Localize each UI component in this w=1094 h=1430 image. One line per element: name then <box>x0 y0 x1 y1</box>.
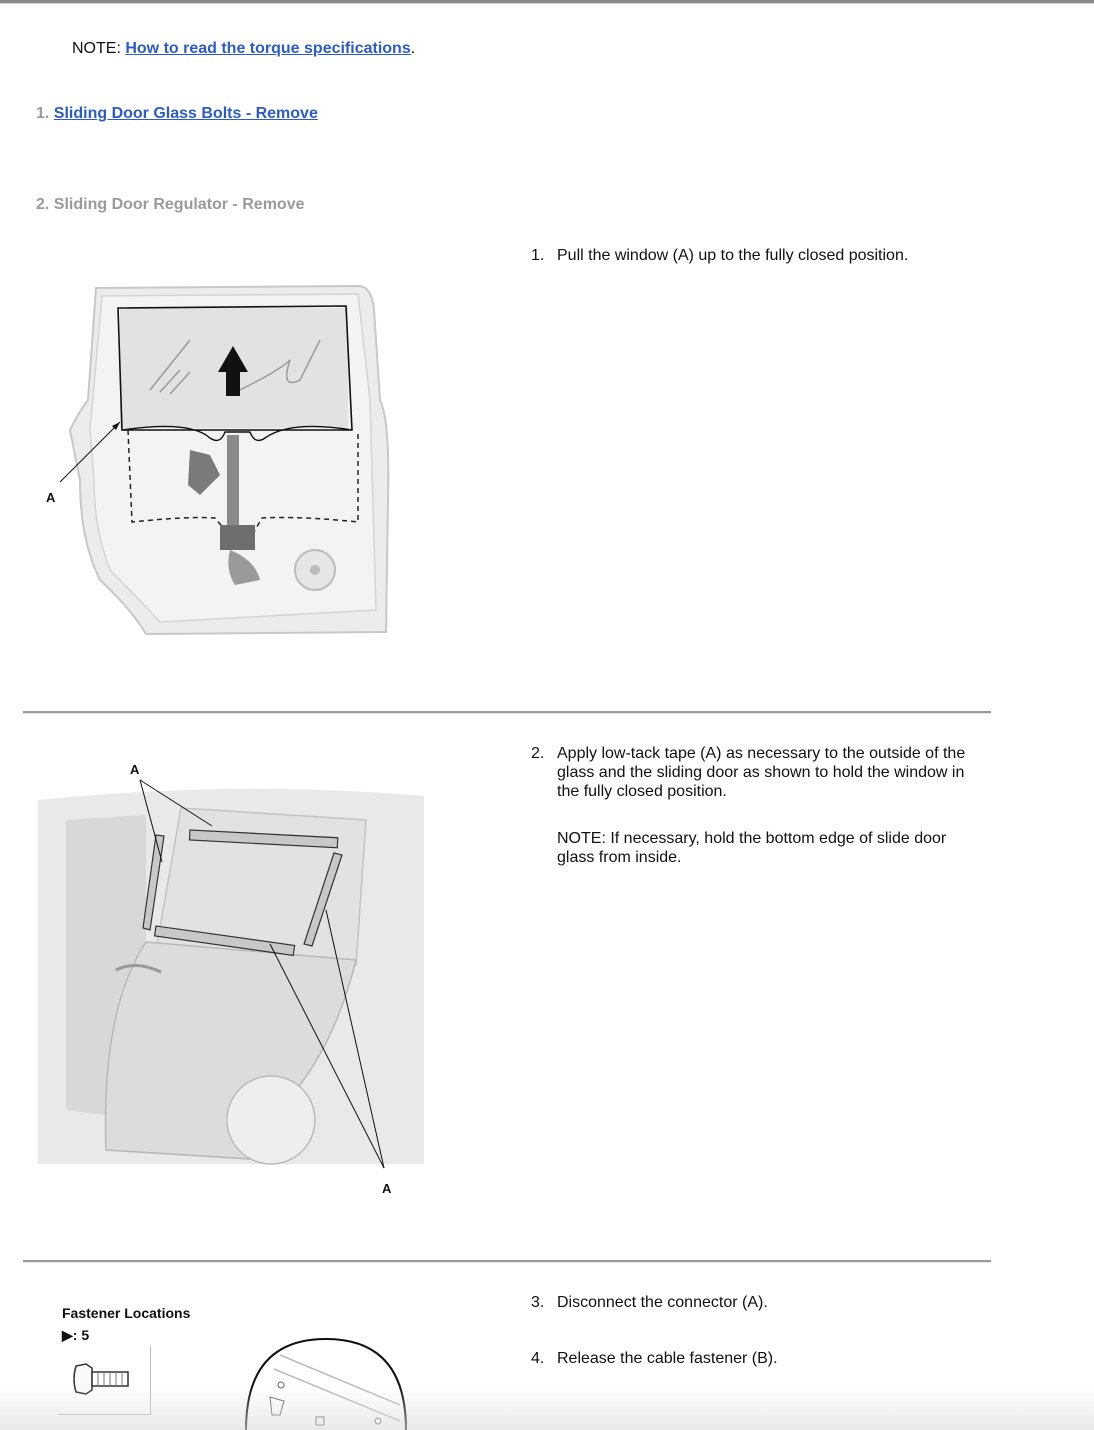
connector-detail-illustration <box>240 1335 420 1430</box>
step-number: 3. <box>531 1294 545 1311</box>
fastener-count <box>62 1327 89 1343</box>
bolt-icon <box>58 1346 150 1414</box>
step-text: Apply low-tack tape (A) as necessary to the outside of the glass and the sliding door as shown to hold the window in the fully closed position. <box>557 745 966 800</box>
fastener-locations-title: Fastener Locations <box>62 1305 191 1321</box>
step-number: 4. <box>531 1350 545 1367</box>
procedure-number: 1. <box>36 105 50 122</box>
torque-spec-link[interactable]: How to read the torque specifications <box>125 40 411 57</box>
step-text: Disconnect the connector (A). <box>557 1294 768 1311</box>
procedure-number: 2. <box>36 196 50 213</box>
section-divider <box>23 1260 991 1263</box>
callout-a-top: A <box>130 762 140 777</box>
step-1 <box>531 246 981 265</box>
regulator-remove-title: Sliding Door Regulator - Remove <box>53 196 305 213</box>
callout-a: A <box>46 490 56 505</box>
step-3 <box>531 1293 981 1312</box>
procedure-item-1 <box>36 104 318 123</box>
procedure-item-2 <box>36 195 304 214</box>
triangle-marker-icon: ▶ <box>62 1327 73 1343</box>
step-2 <box>531 744 981 867</box>
step-note: NOTE: If necessary, hold the bottom edge of slide door glass from inside. <box>557 830 947 866</box>
torque-note <box>72 39 415 58</box>
note-suffix: . <box>410 40 416 57</box>
fastener-icon-box <box>58 1346 151 1415</box>
glass-bolts-remove-link[interactable]: Sliding Door Glass Bolts - Remove <box>53 105 318 122</box>
step-number: 1. <box>531 247 545 264</box>
note-prefix: NOTE: <box>72 40 126 57</box>
bottom-fade <box>0 1385 1094 1430</box>
tape-locations-illustration <box>36 760 428 1200</box>
fastener-count-value: : 5 <box>72 1327 90 1343</box>
step-4 <box>531 1349 981 1368</box>
callout-a-bottom: A <box>382 1181 392 1196</box>
step-number: 2. <box>531 745 545 762</box>
step-text: Pull the window (A) up to the fully closed position. <box>557 247 909 264</box>
section-divider <box>23 711 991 714</box>
door-window-illustration <box>40 280 400 640</box>
step-text: Release the cable fastener (B). <box>557 1350 778 1367</box>
top-border <box>0 0 1094 4</box>
